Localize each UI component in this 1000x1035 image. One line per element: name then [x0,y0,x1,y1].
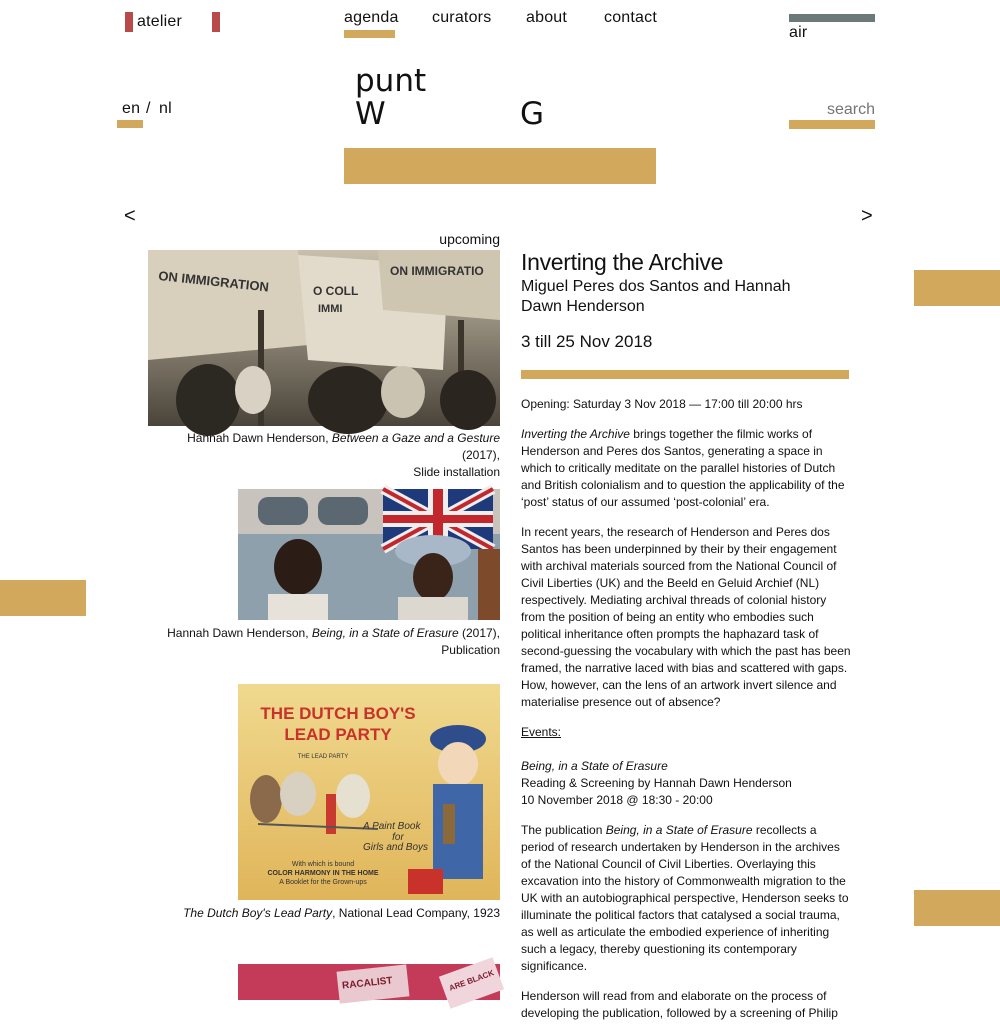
poster-book-line1: A Paint Book [363,821,421,832]
event-block [521,758,851,809]
p3-start: The publication [521,823,606,837]
gallery-caption-1 [148,430,500,481]
article-title: Inverting the Archive [521,249,724,275]
section-label-upcoming: upcoming [439,231,500,247]
event-subtitle: Reading & Screening by Hannah Dawn Henderson [521,776,792,790]
svg-text:ON IMMIGRATIO: ON IMMIGRATIO [390,264,484,278]
main-nav [344,9,674,39]
caption-1-rest: (2017), [461,448,500,462]
poster-book-line3: Girls and Boys [363,842,429,853]
p1-title: Inverting the Archive [521,427,630,441]
poster-party-banner: THE LEAD PARTY [297,754,349,760]
caption-1-line2: Slide installation [413,465,500,479]
caption-2-rest: (2017), [458,626,500,640]
deco-bar-left [0,580,86,616]
caption-3-rest: , National Lead Company, 1923 [332,906,500,920]
event-date: 10 November 2018 @ 18:30 - 20:00 [521,793,713,807]
placard-1-text: RACALIST [341,975,393,992]
logo-g: G [520,96,545,132]
caption-1-title: Between a Gaze and a Gesture [331,431,500,445]
poster-bottom-line2: COLOR HARMONY IN THE HOME [267,870,379,877]
poster-bottom-line3: A Booklet for the Grown-ups [279,879,367,886]
search-box[interactable] [789,100,875,130]
p1-rest: brings together the filmic works of Henderson and Peres dos Santos, generating a space in which to critically meditate on the parallel histories of Dutch and British colonialism and to question the applicability of the ‘post’ status of our assumed ‘post-colonial’ era. [521,427,845,509]
article-paragraph-2: In recent years, the research of Henderson and Peres dos Santos has been underpinned by their by their engagement with archival materials sourced from the National Council of Civil Liberties (UK) and the Beeld en Geluid Archief (NL) respectively. Mediating archival threads of colonial history from the position of being an entity who embodies such political inheritance often prompts the haphazard task of second-guessing the vocabulary with which the past has been framed, the narrative laced with bias and scattered with gaps. How, however, can the lens of an artwork invert silence and materialise presence out of absence? [521,525,851,709]
caption-3-title: The Dutch Boy's Lead Party [183,906,333,920]
logo-punt: punt [355,63,427,99]
nav-agenda[interactable]: agenda [344,9,399,26]
gallery-caption-3 [148,905,500,922]
air-bar [789,14,875,22]
caption-2-title: Being, in a State of Erasure [311,626,459,640]
caption-2-artist: Hannah Dawn Henderson, [167,626,312,640]
article [521,248,851,1035]
article-authors: Miguel Peres dos Santos and Hannah Dawn Henderson [521,278,791,315]
poster-bottom-line1: With which is bound [291,861,355,868]
gallery-image-3[interactable] [238,684,500,900]
svg-text:IMMI: IMMI [318,303,343,315]
article-paragraph-4: Henderson will read from and elaborate on the process of developing the publication, followed by a screening of Philip [521,989,838,1020]
air-link[interactable]: air [789,24,808,41]
gallery-image-4[interactable] [238,964,500,1000]
logo-w: W [355,96,386,132]
search-underline [789,120,875,129]
gallery-caption-2 [148,625,500,659]
next-arrow[interactable]: > [861,205,873,227]
union-jack-photo [238,489,500,620]
article-body [521,396,851,1022]
article-paragraph-3 [521,822,851,975]
poster-book-line2: for [392,832,404,843]
event-title: Being, in a State of Erasure [521,759,668,773]
nav-contact[interactable]: contact [604,9,657,26]
svg-text:ON IMMIGRATION: ON IMMIGRATION [157,268,270,295]
logo[interactable] [344,62,656,185]
lang-separator: / [146,100,151,117]
svg-text:O COLL: O COLL [313,284,359,298]
gallery-image-2[interactable] [238,489,500,620]
article-opening: Opening: Saturday 3 Nov 2018 — 17:00 till 20:00 hrs [521,397,803,411]
events-label: Events: [521,725,562,739]
article-dates: 3 till 25 Nov 2018 [521,332,653,351]
placard-2-text: ARE BLACK [447,968,496,993]
caption-2-line2: Publication [441,643,500,657]
atelier-marker-right [212,12,220,32]
lang-active-bar [117,120,143,128]
atelier-marker-left [125,12,133,32]
p3-rest: recollects a period of research undertaken by Henderson in the archives of the National Council of Civil Liberties. Overlaying this excavation into the history of Commonwealth migration to the UK with an autobiographical perspective, Henderson seeks to illuminate the political factors that catalysed a social trauma, as well as articulate the embodied experience of inheriting such a legacy, thereby questioning its contemporary significance. [521,823,849,973]
deco-bar-right-top [914,270,1000,306]
search-input[interactable] [789,100,875,120]
lang-en[interactable]: en [122,100,141,117]
poster-title-line2: LEAD PARTY [284,725,392,744]
logo-bar [344,148,656,184]
deco-bar-right-bottom [914,890,1000,926]
caption-1-artist: Hannah Dawn Henderson, [187,431,332,445]
nav-agenda-active-bar [344,30,395,38]
gallery-image-1[interactable] [148,250,500,426]
p3-title: Being, in a State of Erasure [605,823,753,837]
nav-curators[interactable]: curators [432,9,492,26]
article-paragraph-1 [521,426,851,511]
poster-title-line1: THE DUTCH BOY'S [260,704,416,723]
prev-arrow[interactable]: < [124,205,136,227]
article-divider [521,370,849,379]
nav-about[interactable]: about [526,9,568,26]
protest-photo [148,250,500,426]
language-switch [117,100,197,130]
lang-nl[interactable]: nl [159,100,172,117]
atelier-link[interactable]: atelier [137,13,182,30]
